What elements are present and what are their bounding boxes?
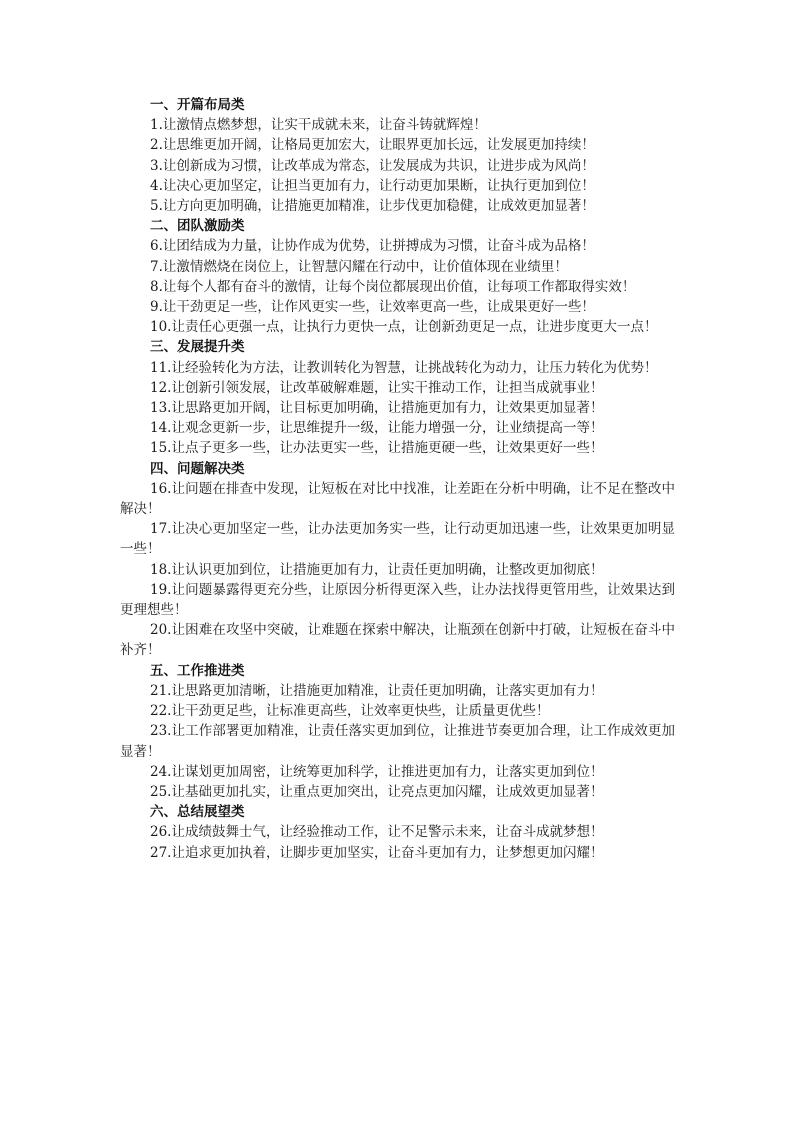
paragraph: 24.让谋划更加周密，让统筹更加科学，让推进更加有力，让落实更加到位！: [150, 763, 604, 780]
section-summary: [120, 802, 675, 863]
paragraph: 15.让点子更多一些，让办法更实一些，让措施更硬一些，让效果更好一些！: [150, 440, 604, 457]
paragraph: 6.让团结成为力量，让协作成为优势，让拼搏成为习惯，让奋斗成为品格！: [150, 238, 595, 255]
section-heading: 五、工作推进类: [150, 662, 245, 679]
section-work-progress: [120, 661, 675, 802]
section-heading: 二、团队激励类: [150, 218, 245, 235]
section-heading: 一、开篇布局类: [150, 97, 245, 113]
paragraph: 22.让干劲更足些，让标准更高些，让效率更快些，让质量更优些！: [150, 703, 550, 720]
paragraph: 20.让困难在攻坚中突破，让难题在探索中解决，让瓶颈在创新中打破，让短板在奋斗中补齐！: [120, 622, 675, 659]
section-heading: 四、问题解决类: [150, 460, 245, 477]
paragraph: 12.让创新引领发展，让改革破解难题，让实干推动工作，让担当成就事业！: [150, 379, 604, 396]
paragraph: 3.让创新成为习惯，让改革成为常态，让发展成为共识，让进步成为风尚！: [150, 157, 595, 174]
paragraph: 2.让思维更加开阔，让格局更加宏大，让眼界更加长远，让发展更加持续！: [150, 137, 595, 154]
paragraph: 25.让基础更加扎实，让重点更加突出，让亮点更加闪耀，让成效更加显著！: [150, 783, 604, 800]
paragraph: 19.让问题暴露得更充分些，让原因分析得更深入些，让办法找得更管用些，让效果达到更理想些！: [120, 581, 675, 619]
section-heading: 三、发展提升类: [150, 339, 245, 356]
paragraph: 21.让思路更加清晰，让措施更加精准，让责任更加明确，让落实更加有力！: [150, 682, 604, 699]
paragraph: 11.让经验转化为方法，让教训转化为智慧，让挑战转化为动力，让压力转化为优势！: [150, 359, 658, 376]
paragraph: 13.让思路更加开阔，让目标更加明确，让措施更加有力，让效果更加显著！: [150, 400, 604, 417]
paragraph: 27.让追求更加执着，让脚步更加坚实，让奋斗更加有力，让梦想更加闪耀！: [150, 844, 604, 861]
paragraph: 8.让每个人都有奋斗的激情，让每个岗位都展现出价值，让每项工作都取得实效！: [150, 278, 636, 295]
paragraph: 1.让激情点燃梦想，让实干成就未来，让奋斗铸就辉煌！: [150, 117, 487, 134]
paragraph: 18.让认识更加到位，让措施更加有力，让责任更加明确，让整改更加彻底！: [150, 561, 604, 578]
section-problem-solving: [120, 459, 675, 661]
paragraph: 17.让决心更加坚定一些，让办法更加务实一些，让行动更加迅速一些，让效果更加明显一些！: [120, 521, 675, 558]
document-body: [120, 95, 675, 863]
section-heading: 六、总结展望类: [150, 804, 245, 821]
section-development: [120, 337, 675, 458]
paragraph: 23.让工作部署更加精准，让责任落实更加到位，让推进节奏更加合理，让工作成效更加显著！: [120, 723, 675, 760]
paragraph: 10.让责任心更强一点，让执行力更快一点，让创新劲更足一点，让进步度更大一点！: [150, 319, 658, 336]
paragraph: 4.让决心更加坚定，让担当更加有力，让行动更加果断，让执行更加到位！: [150, 177, 595, 194]
paragraph: 26.让成绩鼓舞士气，让经验推动工作，让不足警示未来，让奋斗成就梦想！: [150, 824, 604, 841]
paragraph: 9.让干劲更足一些，让作风更实一些，让效率更高一些，让成果更好一些！: [150, 299, 595, 316]
paragraph: 16.让问题在排查中发现，让短板在对比中找准，让差距在分析中明确，让不足在整改中解决！: [120, 480, 675, 518]
paragraph: 7.让激情燃烧在岗位上，让智慧闪耀在行动中，让价值体现在业绩里！: [150, 258, 568, 275]
section-layout: [120, 95, 675, 216]
section-team: [120, 216, 675, 337]
paragraph: 5.让方向更加明确，让措施更加精准，让步伐更加稳健，让成效更加显著！: [150, 198, 595, 215]
paragraph: 14.让观念更新一步，让思维提升一级，让能力增强一分，让业绩提高一等！: [150, 420, 604, 437]
